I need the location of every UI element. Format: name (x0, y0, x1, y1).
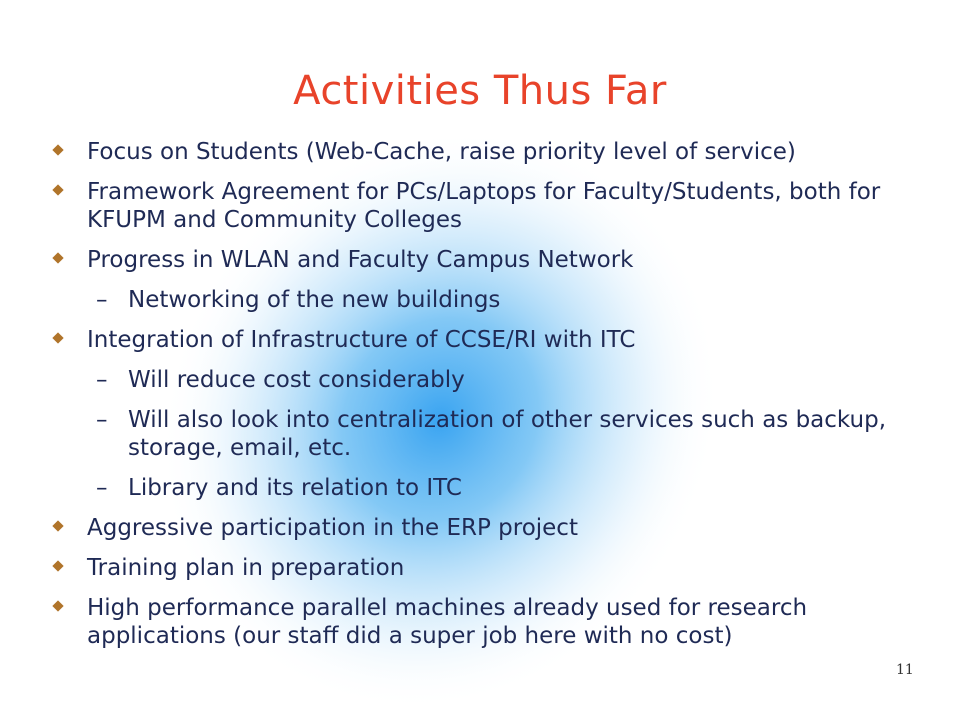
bullet-item (48, 246, 948, 274)
bullet-text: Integration of Infrastructure of CCSE/RI with ITC (87, 327, 636, 353)
bullet-text: Training plan in preparation (87, 555, 405, 581)
diamond-bullet-icon (52, 560, 63, 571)
bullet-item (48, 594, 948, 650)
dash-bullet-icon: – (96, 407, 108, 433)
bullet-text: Networking of the new buildings (128, 287, 501, 313)
diamond-bullet-icon (52, 520, 63, 531)
diamond-bullet-icon (52, 184, 63, 195)
bullet-list (48, 138, 948, 662)
bullet-text: High performance parallel machines already used for research applications (our staff did a super job here with no cost) (87, 595, 808, 649)
bullet-item (48, 514, 948, 542)
dash-bullet-icon: – (96, 367, 108, 393)
bullet-text: Aggressive participation in the ERP project (87, 515, 578, 541)
diamond-bullet-icon (52, 252, 63, 263)
bullet-item (48, 326, 948, 354)
page-number: 11 (896, 662, 914, 678)
slide-title: Activities Thus Far (293, 68, 667, 114)
bullet-text: Progress in WLAN and Faculty Campus Network (87, 247, 634, 273)
dash-bullet-icon: – (96, 475, 108, 501)
diamond-bullet-icon (52, 144, 63, 155)
bullet-text: Library and its relation to ITC (128, 475, 462, 501)
sub-bullet-item (48, 474, 948, 502)
sub-bullet-item (48, 286, 948, 314)
bullet-text: Focus on Students (Web-Cache, raise priority level of service) (87, 139, 796, 165)
bullet-item (48, 138, 948, 166)
sub-bullet-item (48, 366, 948, 394)
bullet-text: Will also look into centralization of other services such as backup, storage, email, etc. (128, 407, 887, 461)
dash-bullet-icon: – (96, 287, 108, 313)
bullet-text: Framework Agreement for PCs/Laptops for Faculty/Students, both for KFUPM and Community Colleges (87, 179, 881, 233)
diamond-bullet-icon (52, 600, 63, 611)
sub-bullet-item (48, 406, 948, 462)
bullet-item (48, 178, 948, 234)
bullet-text: Will reduce cost considerably (128, 367, 465, 393)
diamond-bullet-icon (52, 332, 63, 343)
bullet-item (48, 554, 948, 582)
